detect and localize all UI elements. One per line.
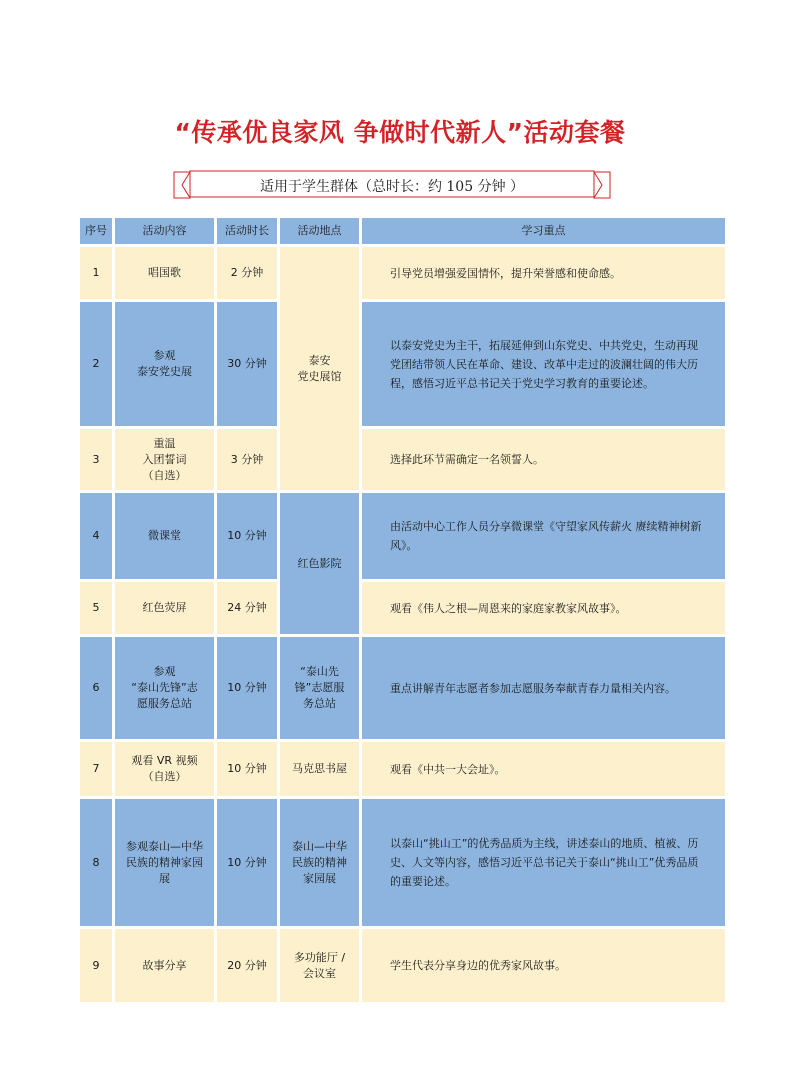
row-content: 参观 “泰山先锋”志 愿服务总站 bbox=[115, 637, 214, 739]
row-duration: 30 分钟 bbox=[217, 302, 277, 426]
table-row bbox=[80, 582, 725, 634]
row-duration: 3 分钟 bbox=[217, 429, 277, 490]
row-no: 7 bbox=[80, 742, 112, 796]
table-row bbox=[80, 493, 725, 579]
table-row bbox=[80, 247, 725, 299]
row-content: 重温 入团誓词 （自选） bbox=[115, 429, 214, 490]
row-no: 4 bbox=[80, 493, 112, 579]
row-duration: 10 分钟 bbox=[217, 493, 277, 579]
activity-table bbox=[77, 215, 728, 1005]
header-location: 活动地点 bbox=[280, 218, 359, 244]
table-row bbox=[80, 742, 725, 796]
row-focus: 选择此环节需确定一名领誓人。 bbox=[362, 429, 725, 490]
subtitle-banner bbox=[172, 168, 612, 202]
row-duration: 10 分钟 bbox=[217, 742, 277, 796]
row-no: 8 bbox=[80, 799, 112, 926]
row-no: 9 bbox=[80, 929, 112, 1002]
row-location-merged: 红色影院 bbox=[280, 493, 359, 634]
row-focus: 学生代表分享身边的优秀家风故事。 bbox=[362, 929, 725, 1002]
table-row bbox=[80, 929, 725, 1002]
subtitle: 适用于学生群体（总时长：约 105 分钟 ） bbox=[259, 179, 525, 195]
row-location: 多功能厅 / 会议室 bbox=[280, 929, 359, 1002]
table-row bbox=[80, 429, 725, 490]
table-row bbox=[80, 302, 725, 426]
row-no: 2 bbox=[80, 302, 112, 426]
header-focus: 学习重点 bbox=[362, 218, 725, 244]
row-content: 微课堂 bbox=[115, 493, 214, 579]
row-content: 红色荧屏 bbox=[115, 582, 214, 634]
row-focus: 观看《伟人之根—周恩来的家庭家教家风故事》。 bbox=[362, 582, 725, 634]
row-content: 故事分享 bbox=[115, 929, 214, 1002]
row-focus: 重点讲解青年志愿者参加志愿服务奉献青春力量相关内容。 bbox=[362, 637, 725, 739]
header-no: 序号 bbox=[80, 218, 112, 244]
row-content: 参观 泰安党史展 bbox=[115, 302, 214, 426]
row-focus: 由活动中心工作人员分享微课堂《守望家风传薪火 赓续精神树新风》。 bbox=[362, 493, 725, 579]
row-no: 5 bbox=[80, 582, 112, 634]
row-duration: 2 分钟 bbox=[217, 247, 277, 299]
row-duration: 24 分钟 bbox=[217, 582, 277, 634]
table-row bbox=[80, 637, 725, 739]
table-row bbox=[80, 799, 725, 926]
row-duration: 10 分钟 bbox=[217, 637, 277, 739]
row-content: 参观泰山—中华 民族的精神家园 展 bbox=[115, 799, 214, 926]
row-duration: 10 分钟 bbox=[217, 799, 277, 926]
row-focus: 引导党员增强爱国情怀，提升荣誉感和使命感。 bbox=[362, 247, 725, 299]
row-content: 唱国歌 bbox=[115, 247, 214, 299]
row-focus: 以泰山“挑山工”的优秀品质为主线，讲述泰山的地质、植被、历史、人文等内容，感悟习近平总书记关于泰山“挑山工”优秀品质的重要论述。 bbox=[362, 799, 725, 926]
row-content: 观看 VR 视频 （自选） bbox=[115, 742, 214, 796]
row-focus: 以泰安党史为主干，拓展延伸到山东党史、中共党史，生动再现党团结带领人民在革命、建设、改革中走过的波澜壮阔的伟大历程，感悟习近平总书记关于党史学习教育的重要论述。 bbox=[362, 302, 725, 426]
page-title: “传承优良家风 争做时代新人”活动套餐 bbox=[174, 118, 626, 147]
row-no: 1 bbox=[80, 247, 112, 299]
row-location: 马克思书屋 bbox=[280, 742, 359, 796]
row-location-merged: 泰安 党史展馆 bbox=[280, 247, 359, 490]
row-location: “泰山先 锋”志愿服 务总站 bbox=[280, 637, 359, 739]
row-no: 6 bbox=[80, 637, 112, 739]
row-duration: 20 分钟 bbox=[217, 929, 277, 1002]
table-header-row bbox=[80, 218, 725, 244]
row-location: 泰山—中华 民族的精神 家园展 bbox=[280, 799, 359, 926]
header-content: 活动内容 bbox=[115, 218, 214, 244]
row-no: 3 bbox=[80, 429, 112, 490]
row-focus: 观看《中共一大会址》。 bbox=[362, 742, 725, 796]
header-duration: 活动时长 bbox=[217, 218, 277, 244]
